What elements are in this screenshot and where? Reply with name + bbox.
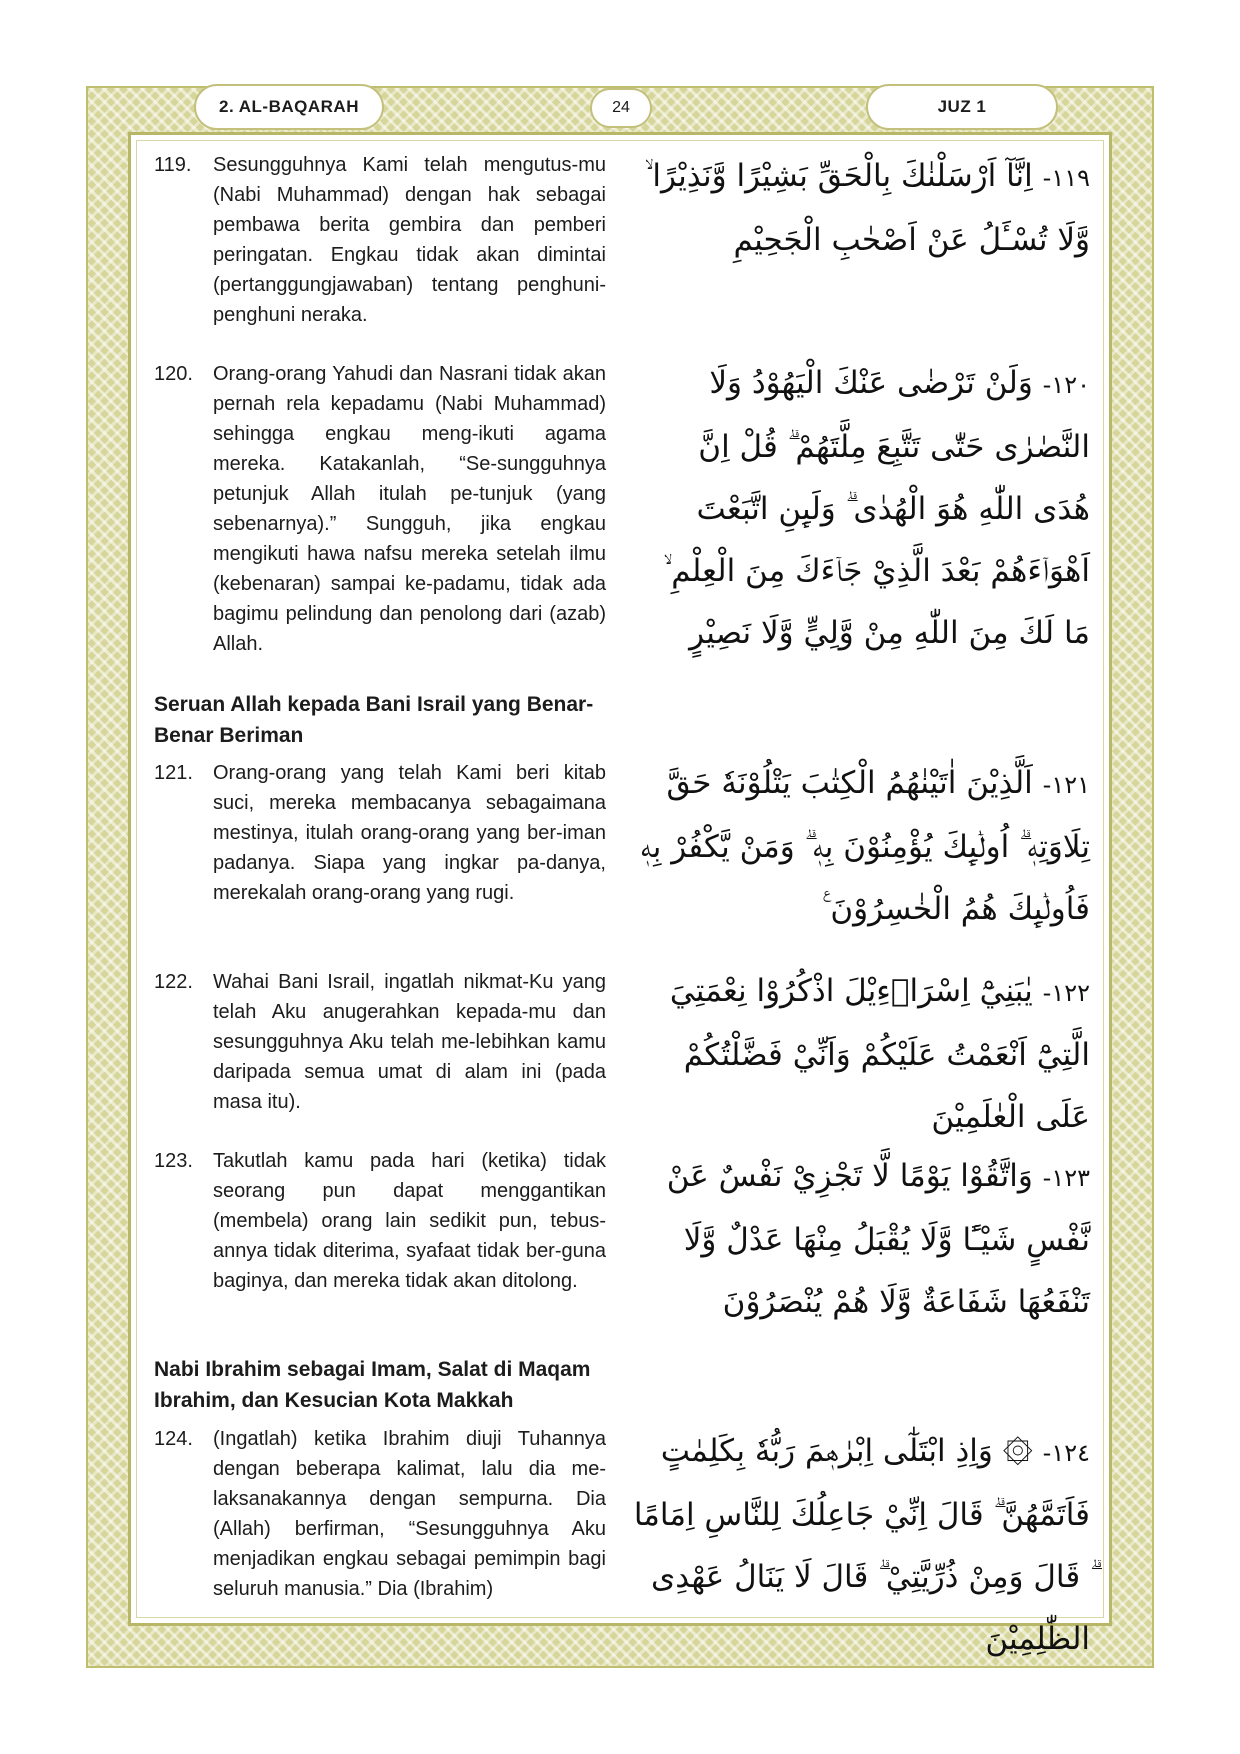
- arabic-verse-number: ١٢١-: [1042, 771, 1090, 799]
- verse-text: Sesungguhnya Kami telah mengutus-mu (Nabi Muhammad) dengan hak sebagai pembawa berita gembira dan pemberi peringatan. Engkau tidak akan dimintai (pertanggungjawaban) tentang penghuni-penghuni neraka.: [213, 154, 606, 326]
- arabic-text: وَاتَّقُوْا يَوْمًا لَّا تَجْزِيْ نَفْسٌ عَنْ نَّفْسٍ شَيْـًٔا وَّلَا يُقْبَلُ مِنْهَا عَدْلٌ وَّلَا تَنْفَعُهَا شَفَاعَةٌ وَّلَا هُمْ يُنْصَرُوْنَ: [666, 1158, 1090, 1320]
- verse-123-arabic: [632, 1145, 1090, 1333]
- verse-number: 123.: [154, 1150, 193, 1172]
- verse-120-arabic: [632, 352, 1090, 664]
- juz-label: JUZ 1: [866, 84, 1058, 130]
- arabic-text: اِنَّآ اَرْسَلْنٰكَ بِالْحَقِّ بَشِيْرًا وَّنَذِيْرًا ۙ وَّلَا تُسْـَٔلُ عَنْ اَصْحٰبِ الْجَحِيْمِ: [644, 158, 1090, 258]
- section-heading: Seruan Allah kepada Bani Israil yang Benar-Benar Beriman: [154, 693, 594, 747]
- verse-number: 122.: [154, 971, 193, 993]
- verse-number: 119.: [154, 154, 192, 176]
- verse-122-translation: [154, 967, 606, 1117]
- arabic-text: يٰبَنِيْٓ اِسْرَاۤءِيْلَ اذْكُرُوْا نِعْمَتِيَ الَّتِيْٓ اَنْعَمْتُ عَلَيْكُمْ وَاَنِّيْ فَضَّلْتُكُمْ عَلَى الْعٰلَمِيْنَ: [669, 973, 1090, 1135]
- verse-124-translation: [154, 1424, 606, 1604]
- verse-number: 124.: [154, 1428, 193, 1450]
- verse-text: Orang-orang Yahudi dan Nasrani tidak akan pernah rela kepadamu (Nabi Muhammad) sehingga engkau meng-ikuti agama mereka. Katakanlah, “Se-sungguhnya petunjuk Allah itulah pe-tunjuk (yang sebenarnya).” Sungguh, jika engkau mengikuti hawa nafsu mereka setelah ilmu (kebenaran) sampai ke-padamu, tidak ada bagimu pelindung dan penolong dari (azab) Allah.: [213, 363, 606, 655]
- arabic-verse-number: ١٢٠-: [1042, 371, 1090, 399]
- arabic-text: وَلَنْ تَرْضٰى عَنْكَ الْيَهُوْدُ وَلَا النَّصٰرٰى حَتّٰى تَتَّبِعَ مِلَّتَهُمْ ۗ قُلْ اِنَّ هُدَى اللّٰهِ هُوَ الْهُدٰى ۗ وَلَىِٕنِ اتَّبَعْتَ اَهْوَاۤءَهُمْ بَعْدَ الَّذِيْ جَاۤءَكَ مِنَ الْعِلْمِ ۙ مَا لَكَ مِنَ اللّٰهِ مِنْ وَّلِيٍّ وَّلَا نَصِيْرٍ: [663, 365, 1090, 651]
- section-heading: Nabi Ibrahim sebagai Imam, Salat di Maqam Ibrahim, dan Kesucian Kota Makkah: [154, 1358, 591, 1412]
- verse-text: Wahai Bani Israil, ingatlah nikmat-Ku yang telah Aku anugerahkan kepada-mu dan sesungguhnya Aku telah me-lebihkan kamu daripada semua umat di alam ini (pada masa itu).: [213, 971, 606, 1113]
- translation-column: [154, 0, 606, 1754]
- arabic-verse-number: ١٢٢-: [1042, 979, 1090, 1007]
- verse-123-translation: [154, 1146, 606, 1296]
- verse-121-arabic: [632, 752, 1090, 940]
- arabic-text: اَلَّذِيْنَ اٰتَيْنٰهُمُ الْكِتٰبَ يَتْلُوْنَهٗ حَقَّ تِلَاوَتِهٖ ۗ اُولٰۤىِٕكَ يُؤْمِنُوْنَ بِهٖ ۗ وَمَنْ يَّكْفُرْ بِهٖ فَاُولٰۤىِٕكَ هُمُ الْخٰسِرُوْنَ ࣖ: [640, 765, 1090, 927]
- surah-title: 2. AL-BAQARAH: [194, 84, 384, 130]
- arabic-verse-number: ١٢٣-: [1042, 1164, 1090, 1192]
- verse-number: 121.: [154, 762, 193, 784]
- verse-text: Takutlah kamu pada hari (ketika) tidak seorang pun dapat menggantikan (membela) orang lain sedikit pun, tebus-annya tidak diterima, syafaat tidak ber-guna baginya, dan mereka tidak akan ditolong.: [213, 1150, 606, 1292]
- verse-119-translation: [154, 150, 606, 330]
- verse-122-arabic: [632, 960, 1090, 1148]
- verse-119-arabic: [632, 145, 1090, 271]
- arabic-verse-number: ١١٩-: [1042, 164, 1090, 192]
- verse-text: (Ingatlah) ketika Ibrahim diuji Tuhannya dengan beberapa kalimat, lalu dia me-laksanakannya dengan sempurna. Dia (Allah) berfirman, “Sesungguhnya Aku menjadikan engkau sebagai pemimpin bagi seluruh manusia.” Dia (Ibrahim): [213, 1428, 606, 1600]
- arabic-verse-number: ١٢٤-: [1042, 1439, 1090, 1467]
- arabic-text: ۞ وَاِذِ ابْتَلٰٓى اِبْرٰهٖمَ رَبُّهٗ بِكَلِمٰتٍ فَاَتَمَّهُنَّ ۗ قَالَ اِنِّيْ جَاعِلُكَ لِلنَّاسِ اِمَامًا ۗ قَالَ وَمِنْ ذُرِّيَّتِيْ ۗ قَالَ لَا يَنَالُ عَهْدِى الظّٰلِمِيْنَ: [633, 1433, 1090, 1657]
- verse-number: 120.: [154, 363, 193, 385]
- verse-124-arabic: [632, 1420, 1090, 1670]
- verse-121-translation: [154, 758, 606, 908]
- verse-text: Orang-orang yang telah Kami beri kitab suci, mereka membacanya sebagaimana mestinya, itulah orang-orang yang ber-iman padanya. Siapa yang ingkar pa-danya, merekalah orang-orang yang rugi.: [213, 762, 606, 904]
- page-number: 24: [590, 88, 652, 128]
- verse-120-translation: [154, 359, 606, 659]
